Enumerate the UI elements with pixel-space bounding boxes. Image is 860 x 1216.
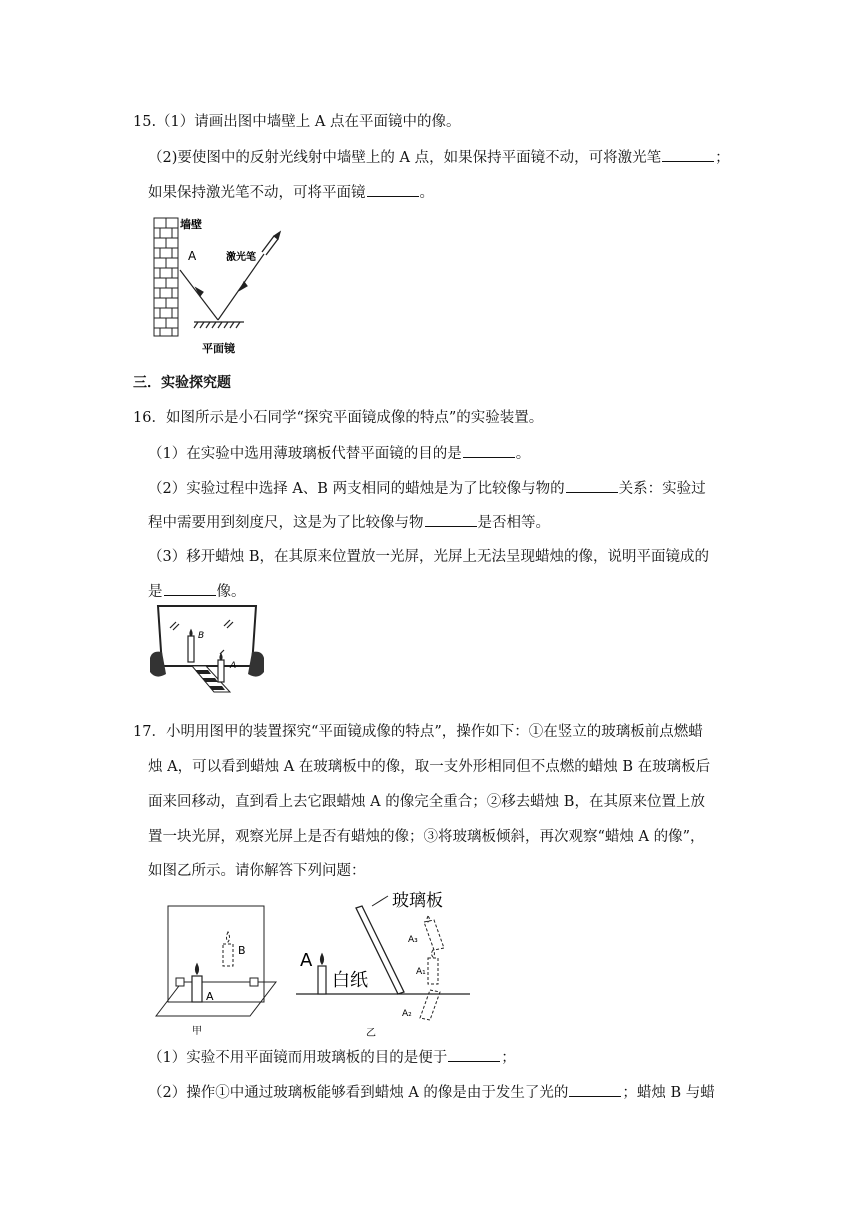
right-support (250, 978, 258, 986)
answer-blank[interactable] (367, 182, 419, 197)
figure-caption-yi: 乙 (366, 1028, 376, 1039)
label-image-a3: A₃ (408, 935, 418, 945)
wall-bricks (154, 218, 178, 336)
q17-line-4: 置一块光屏，观察光屏上是否有蜡烛的像；③将玻璃板倾斜，再次观察“蜡烛 A 的像”， (148, 829, 705, 845)
q17-figure-yi (294, 880, 474, 1042)
answer-blank[interactable] (164, 581, 216, 596)
label-glass-plate: 玻璃板 (392, 891, 443, 911)
label-candle-a: A (300, 950, 313, 971)
white-paper (156, 982, 276, 1016)
laser-pen-icon (262, 232, 280, 255)
section-title: 三．实验探究题 (133, 375, 231, 391)
label-laser: 激光笔 (226, 252, 256, 263)
right-clamp (248, 652, 264, 677)
candle-b-dashed (223, 932, 233, 966)
label-candle-a: A (206, 990, 214, 1003)
answer-blank[interactable] (463, 443, 515, 458)
q16-line-3: （2）实验过程中选择 A、B 两支相同的蜡烛是为了比较像与物的 关系：实验过 (148, 478, 706, 499)
q16-figure-glass-plate (148, 602, 268, 694)
q17-line-2: 烛 A，可以看到蜡烛 A 在玻璃板中的像，取一支外形相同但不点燃的蜡烛 B 在玻璃板后 (148, 759, 711, 775)
q17-line-5: 如图乙所示。请你解答下列问题： (148, 863, 366, 879)
candle-a (318, 954, 326, 994)
label-image-a1: A₁ (416, 967, 426, 977)
label-image-a2: A₂ (402, 1009, 412, 1019)
q17-line-6: （1）实验不用平面镜而用玻璃板的目的是便于 ； (148, 1047, 516, 1068)
candle-a (218, 654, 224, 682)
left-clamp (150, 652, 166, 677)
q16-line-6: 是 像。 (148, 581, 246, 602)
label-white-paper: 白纸 (332, 970, 368, 991)
q16-line-1: 16．如图所示是小石同学“探究平面镜成像的特点”的实验装置。 (133, 410, 544, 426)
answer-blank[interactable] (448, 1047, 500, 1062)
candle-b (188, 630, 194, 662)
answer-blank[interactable] (662, 147, 714, 162)
vertical-glass-plate (168, 906, 264, 1002)
glass-plate (158, 606, 256, 666)
light-rays (180, 254, 264, 320)
answer-blank[interactable] (569, 1082, 621, 1097)
q17-line-3: 面来回移动，直到看上去它跟蜡烛 A 的像完全重合；②移去蜡烛 B，在其原来位置上放 (148, 794, 705, 810)
q17-figure-jia (150, 902, 280, 1042)
label-mirror: 平面镜 (202, 342, 235, 355)
q16-line-4: 程中需要用到刻度尺，这是为了比较像与物 是否相等。 (148, 512, 550, 533)
q17-line-1: 17．小明用图甲的装置探究“平面镜成像的特点”，操作如下：①在竖立的玻璃板前点燃蜡 (133, 724, 703, 740)
label-wall: 墙壁 (180, 218, 202, 231)
label-candle-b: B (238, 944, 246, 957)
q15-line-2: （2)要使图中的反射光线射中墙壁上的 A 点，如果保持平面镜不动，可将激光笔 ； (148, 147, 730, 168)
figure-caption-jia: 甲 (192, 1026, 202, 1037)
candle-a (192, 964, 202, 1002)
label-candle-a: A (230, 661, 237, 671)
label-point-a: A (188, 249, 197, 263)
q17-line-7: （2）操作①中通过玻璃板能够看到蜡烛 A 的像是由于发生了光的 ；蜡烛 B 与蜡 (148, 1082, 715, 1103)
answer-blank[interactable] (566, 478, 618, 493)
q15-line-1: 15.（1）请画出图中墙壁上 A 点在平面镜中的像。 (133, 114, 461, 130)
q16-line-5: （3）移开蜡烛 B，在其原来位置放一光屏，光屏上无法呈现蜡烛的像，说明平面镜成的 (148, 549, 709, 565)
glass-leader-line (372, 896, 388, 906)
plane-mirror (194, 322, 244, 328)
q16-line-2: （1）在实验中选用薄玻璃板代替平面镜的目的是 。 (148, 443, 530, 464)
q15-line-3: 如果保持激光笔不动，可将平面镜 。 (148, 182, 434, 203)
answer-blank[interactable] (425, 512, 477, 527)
q15-figure-mirror-reflection (150, 212, 290, 360)
left-support (176, 978, 184, 986)
label-candle-b: B (198, 631, 205, 641)
